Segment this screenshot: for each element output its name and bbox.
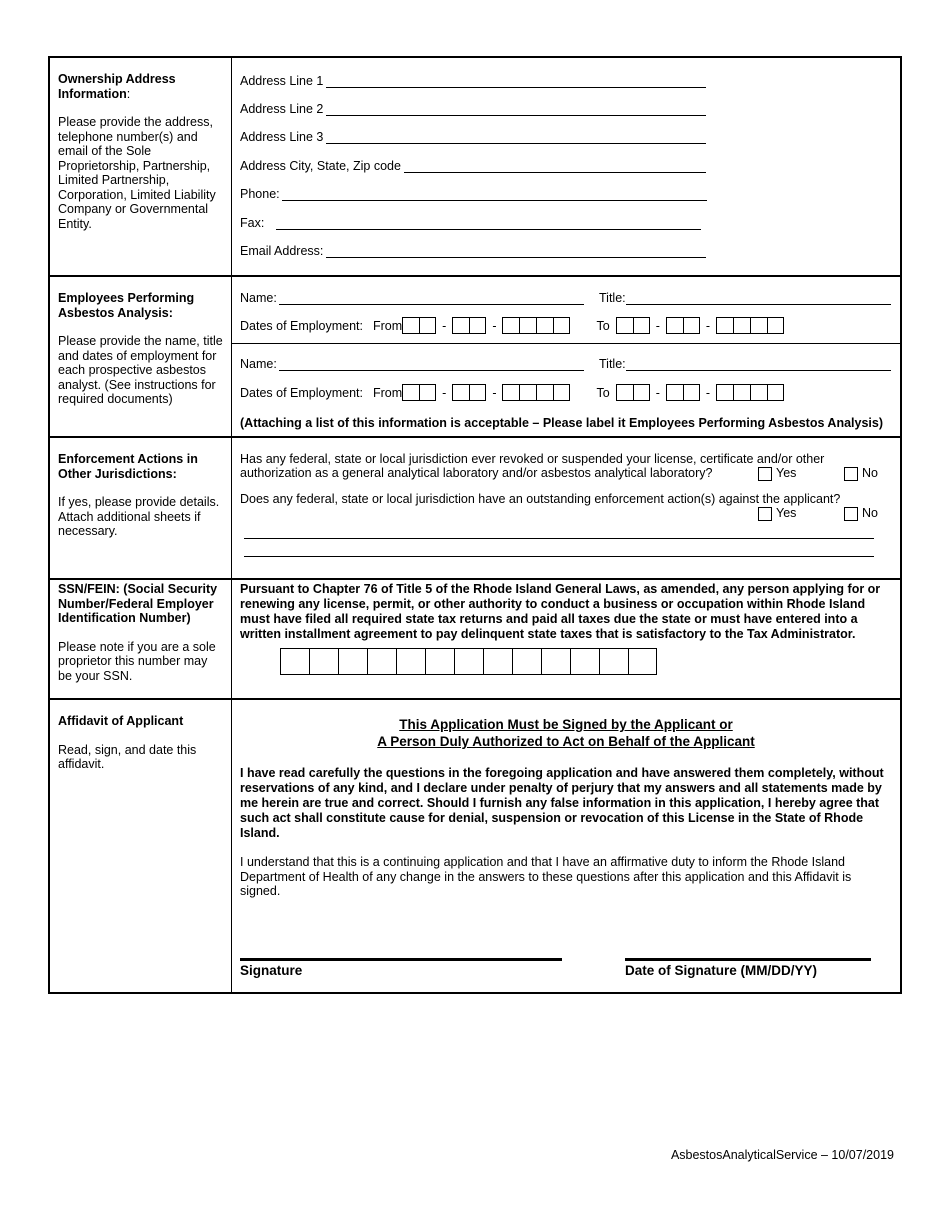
ssn-box[interactable] [280, 648, 309, 675]
ssn-heading: SSN/FEIN: (Social Security Number/Federal Employer Identification Number) [58, 582, 218, 625]
employees-note: (Attaching a list of this information is acceptable – Please label it Employees Performing Asbestos Analysis) [240, 416, 883, 430]
ssn-box[interactable] [570, 648, 599, 675]
ssn-box[interactable] [425, 648, 454, 675]
employee-1-title-label: Title: [599, 291, 626, 305]
ssn-fields-cell [232, 580, 900, 698]
dash: - [705, 318, 711, 333]
employee-1-to-year[interactable] [716, 317, 784, 334]
fax-field[interactable] [240, 216, 701, 230]
address-line-1-label: Address Line 1 [240, 74, 324, 88]
dash: - [442, 318, 447, 333]
dash: - [655, 318, 660, 333]
no-label: No [862, 466, 878, 480]
ssn-description: Please note if you are a sole proprietor this number may be your SSN. [58, 639, 216, 683]
signature-line[interactable] [240, 958, 562, 961]
employee-2-title-field[interactable] [599, 357, 891, 371]
employee-2-from-month[interactable] [402, 384, 436, 401]
employee-2-name-label: Name: [240, 357, 277, 371]
employee-1-name-field[interactable] [240, 291, 584, 305]
details-line-2[interactable] [244, 556, 874, 557]
dash: - [655, 385, 660, 400]
dash: - [705, 385, 711, 400]
employees-row [50, 277, 900, 438]
employee-1-from-month[interactable] [402, 317, 436, 334]
ssn-box[interactable] [599, 648, 628, 675]
employee-1-from-label: From [372, 318, 403, 333]
yes-label: Yes [776, 506, 797, 520]
employee-2-title-input[interactable] [626, 360, 891, 371]
question-2-no[interactable] [844, 506, 878, 521]
employee-1-dates-label: Dates of Employment: [240, 318, 363, 333]
phone-label: Phone: [240, 187, 280, 201]
affidavit-row [50, 700, 900, 992]
ssn-box[interactable] [512, 648, 541, 675]
enforcement-row [50, 438, 900, 580]
enforcement-heading: Enforcement Actions in Other Jurisdictions: [58, 452, 198, 481]
application-form [48, 56, 902, 994]
address-line-2-input[interactable] [326, 105, 706, 116]
affidavit-heading: Affidavit of Applicant [58, 714, 184, 728]
ssn-box[interactable] [338, 648, 367, 675]
employees-heading: Employees Performing Asbestos Analysis: [58, 291, 195, 320]
date-of-signature-label: Date of Signature (MM/DD/YY) [625, 963, 818, 978]
no-label: No [862, 506, 878, 520]
ownership-label-cell [50, 58, 232, 275]
enforcement-description: If yes, please provide details. Attach additional sheets if necessary. [58, 495, 220, 538]
ssn-box[interactable] [628, 648, 657, 675]
employee-2-to-year[interactable] [716, 384, 784, 401]
ssn-box[interactable] [541, 648, 570, 675]
address-city-field[interactable] [240, 159, 706, 173]
ownership-heading: Ownership Address Information [58, 72, 176, 101]
ssn-row [50, 580, 900, 700]
address-line-3-input[interactable] [326, 133, 706, 144]
question-1-yes-checkbox[interactable] [758, 467, 772, 481]
employees-description: Please provide the name, title and dates of employment for each prospective asbestos analyst. (See instructions for required documents) [58, 334, 223, 406]
signature-label: Signature [240, 963, 303, 978]
employee-2-dates-label: Dates of Employment: [240, 385, 363, 400]
fax-label: Fax: [240, 216, 265, 230]
ownership-row [50, 58, 900, 277]
question-1-no[interactable] [844, 466, 878, 481]
ssn-input-boxes[interactable] [280, 648, 657, 675]
employee-1-name-label: Name: [240, 291, 277, 305]
address-line-1-input[interactable] [326, 77, 706, 88]
address-city-input[interactable] [404, 162, 706, 173]
question-2-yes-checkbox[interactable] [758, 507, 772, 521]
address-line-1-field[interactable] [240, 74, 706, 88]
employees-fields-cell [232, 277, 900, 436]
employee-2-from-label: From [372, 385, 403, 400]
question-2: Does any federal, state or local jurisdiction have an outstanding enforcement action(s) against the applicant? [240, 492, 841, 506]
ownership-fields-cell [232, 58, 900, 275]
employee-1-dates [240, 317, 784, 334]
question-1-yes[interactable] [758, 466, 796, 481]
employee-2-from-day[interactable] [452, 384, 486, 401]
affidavit-title-line-1: This Application Must be Signed by the Applicant or [399, 717, 733, 732]
tax-statement: Pursuant to Chapter 76 of Title 5 of the Rhode Island General Laws, as amended, any person applying for or renewing any license, permit, or other authority to conduct a business or occupation within Rhode Island must have filed all required state tax returns and paid all taxes due the state or must have entered into a written installment agreement to pay delinquent state taxes that is satisfactory to the Tax Administrator. [240, 582, 881, 641]
address-line-3-label: Address Line 3 [240, 130, 324, 144]
ssn-box[interactable] [367, 648, 396, 675]
employee-2-to-day[interactable] [666, 384, 700, 401]
affidavit-fields-cell [232, 700, 900, 992]
ownership-description: Please provide the address, telephone number(s) and email of the Sole Proprietorship, Partnership, Limited Partnership, Corporation, Limited Liability Company or Governmental Entity. [58, 115, 216, 231]
employee-1-from-day[interactable] [452, 317, 486, 334]
employee-1-to-label: To [596, 318, 610, 333]
dash: - [492, 318, 497, 333]
address-line-3-field[interactable] [240, 130, 706, 144]
ssn-box[interactable] [396, 648, 425, 675]
fax-input[interactable] [276, 219, 701, 230]
question-2-no-checkbox[interactable] [844, 507, 858, 521]
employee-2-name-field[interactable] [240, 357, 584, 371]
enforcement-fields-cell [232, 438, 900, 578]
ssn-box[interactable] [483, 648, 512, 675]
employees-label-cell [50, 277, 232, 436]
address-city-label: Address City, State, Zip code [240, 159, 401, 173]
question-1-line-1: Has any federal, state or local jurisdiction ever revoked or suspended your license, certificate and/or other [240, 452, 825, 466]
question-1-line-2: authorization as a general analytical laboratory and/or asbestos analytical laboratory? [240, 466, 713, 480]
employee-1-to-month[interactable] [616, 317, 650, 334]
yes-label: Yes [776, 466, 797, 480]
employee-1-title-field[interactable] [599, 291, 891, 305]
question-1-no-checkbox[interactable] [844, 467, 858, 481]
ssn-box[interactable] [309, 648, 338, 675]
employee-1-title-input[interactable] [626, 294, 891, 305]
affidavit-title-line-2: A Person Duly Authorized to Act on Behalf of the Applicant [377, 734, 755, 749]
affidavit-paragraph-1: I have read carefully the questions in the foregoing application and have answered them completely, without reservations of any kind, and I declare under penalty of perjury that my answers and all statements made by me herein are true and correct. Should I furnish any false information in this application, I hereby agree that such act shall constitute cause for denial, suspension or revocation of this License in the State of Rhode Island. [240, 766, 884, 840]
employee-2-from-year[interactable] [502, 384, 570, 401]
footer-version: AsbestosAnalyticalService – 10/07/2019 [670, 1148, 894, 1162]
address-line-2-label: Address Line 2 [240, 102, 324, 116]
ssn-label-cell [50, 580, 232, 698]
details-line-1[interactable] [244, 538, 874, 539]
employee-1-to-day[interactable] [666, 317, 700, 334]
affidavit-description: Read, sign, and date this affidavit. [58, 742, 197, 771]
employee-2-title-label: Title: [599, 357, 626, 371]
employee-1-from-year[interactable] [502, 317, 570, 334]
employee-2-to-month[interactable] [616, 384, 650, 401]
ssn-box[interactable] [454, 648, 483, 675]
affidavit-paragraph-2: I understand that this is a continuing application and that I have an affirmative duty to inform the Rhode Island Department of Health of any change in the answers to these questions after this application and this Affidavit is signed. [240, 855, 852, 898]
address-line-2-field[interactable] [240, 102, 706, 116]
question-2-yes[interactable] [758, 506, 796, 521]
dash: - [442, 385, 447, 400]
employee-2-to-label: To [596, 385, 610, 400]
employee-2-dates [240, 384, 784, 401]
affidavit-label-cell [50, 700, 232, 992]
employee-2-name-input[interactable] [279, 360, 584, 371]
email-label: Email Address: [240, 244, 324, 258]
phone-field[interactable] [240, 187, 707, 201]
employee-divider [232, 343, 900, 344]
email-input[interactable] [326, 247, 706, 258]
phone-input[interactable] [282, 190, 707, 201]
affidavit-title [232, 716, 900, 750]
dash: - [492, 385, 497, 400]
ownership-heading-colon: : [126, 86, 131, 101]
employee-1-name-input[interactable] [279, 294, 584, 305]
date-of-signature-line[interactable] [625, 958, 871, 961]
enforcement-label-cell [50, 438, 232, 578]
email-field[interactable] [240, 244, 706, 258]
